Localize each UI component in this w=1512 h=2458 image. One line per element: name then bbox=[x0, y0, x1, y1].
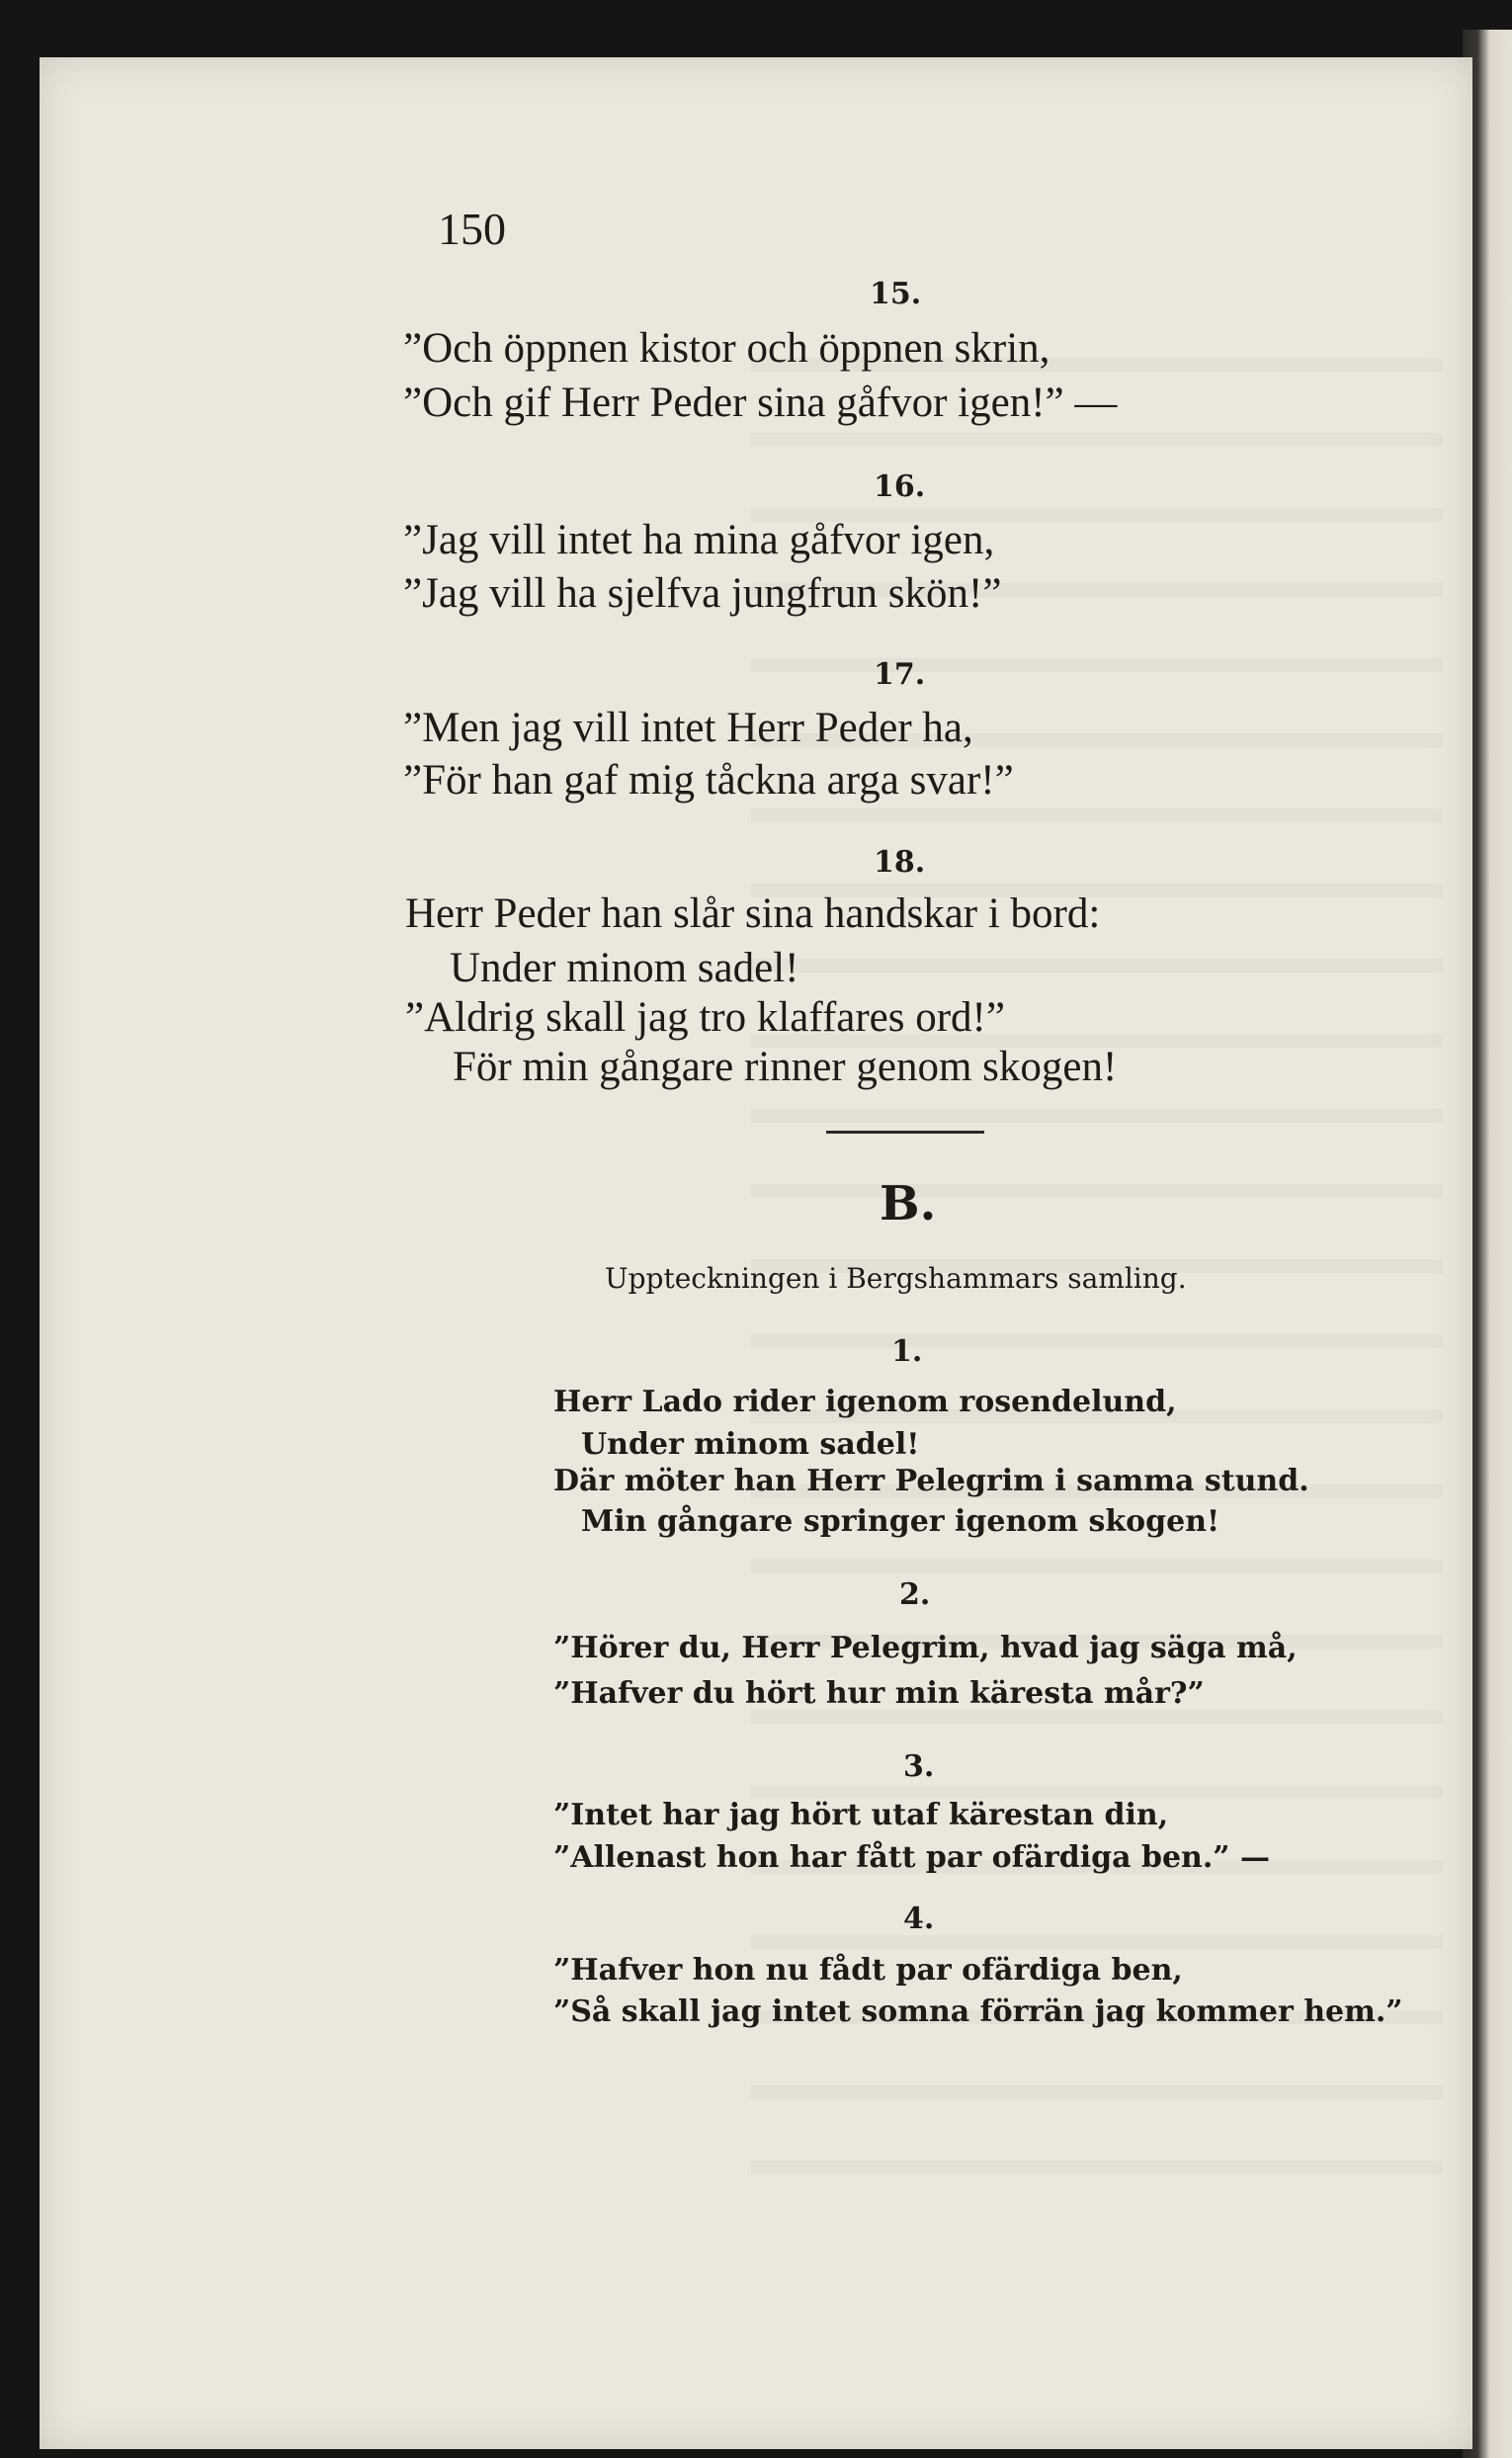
verse-line: ”Så skall jag intet somna förrän jag kommer hem.” bbox=[553, 1994, 1403, 2029]
verse-line: ”Jag vill ha sjelfva jungfrun skön!” bbox=[403, 570, 1002, 617]
stanza-number: 18. bbox=[874, 845, 926, 880]
verse-line: Herr Lado rider igenom rosendelund, bbox=[553, 1385, 1177, 1419]
section-divider bbox=[826, 1131, 984, 1134]
verse-line: ”Hafver hon nu fådt par ofärdiga ben, bbox=[553, 1953, 1183, 1988]
verse-line: ”Och gif Herr Peder sina gåfvor igen!” — bbox=[403, 380, 1118, 426]
verse-line: Under minom sadel! bbox=[581, 1427, 920, 1462]
verse-line: ”Men jag vill intet Herr Peder ha, bbox=[403, 705, 973, 751]
verse-line: Min gångare springer igenom skogen! bbox=[581, 1504, 1220, 1539]
stanza-number: 1. bbox=[891, 1334, 923, 1369]
stanza-number: 3. bbox=[903, 1749, 935, 1784]
page-number: 150 bbox=[438, 204, 506, 254]
verse-line: ”Hörer du, Herr Pelegrim, hvad jag säga må, bbox=[553, 1631, 1298, 1665]
stanza-number: 2. bbox=[899, 1577, 931, 1612]
verse-line: ”Intet har jag hört utaf kärestan din, bbox=[553, 1798, 1169, 1832]
verse-line: ”För han gaf mig tåckna arga svar!” bbox=[403, 757, 1014, 804]
verse-line: Herr Peder han slår sina handskar i bord: bbox=[405, 890, 1101, 937]
verse-line: Där möter han Herr Pelegrim i samma stund. bbox=[553, 1464, 1309, 1498]
verse-line: Under minom sadel! bbox=[450, 945, 799, 991]
verse-line: ”Allenast hon har fått par ofärdiga ben.” — bbox=[553, 1840, 1271, 1875]
verse-line: För min gångare rinner genom skogen! bbox=[453, 1044, 1118, 1090]
stanza-number: 16. bbox=[874, 469, 926, 504]
verse-line: ”Hafver du hört hur min käresta mår?” bbox=[553, 1676, 1205, 1711]
section-letter: B. bbox=[880, 1176, 937, 1231]
stanza-number: 15. bbox=[870, 277, 922, 311]
section-caption: Uppteckningen i Bergshammars samling. bbox=[605, 1262, 1187, 1295]
verse-line: ”Aldrig skall jag tro klaffares ord!” bbox=[405, 994, 1005, 1041]
stanza-number: 17. bbox=[874, 657, 926, 692]
verse-line: ”Jag vill intet ha mina gåfvor igen, bbox=[403, 517, 995, 563]
verse-line: ”Och öppnen kistor och öppnen skrin, bbox=[403, 325, 1050, 372]
stanza-number: 4. bbox=[903, 1902, 935, 1936]
